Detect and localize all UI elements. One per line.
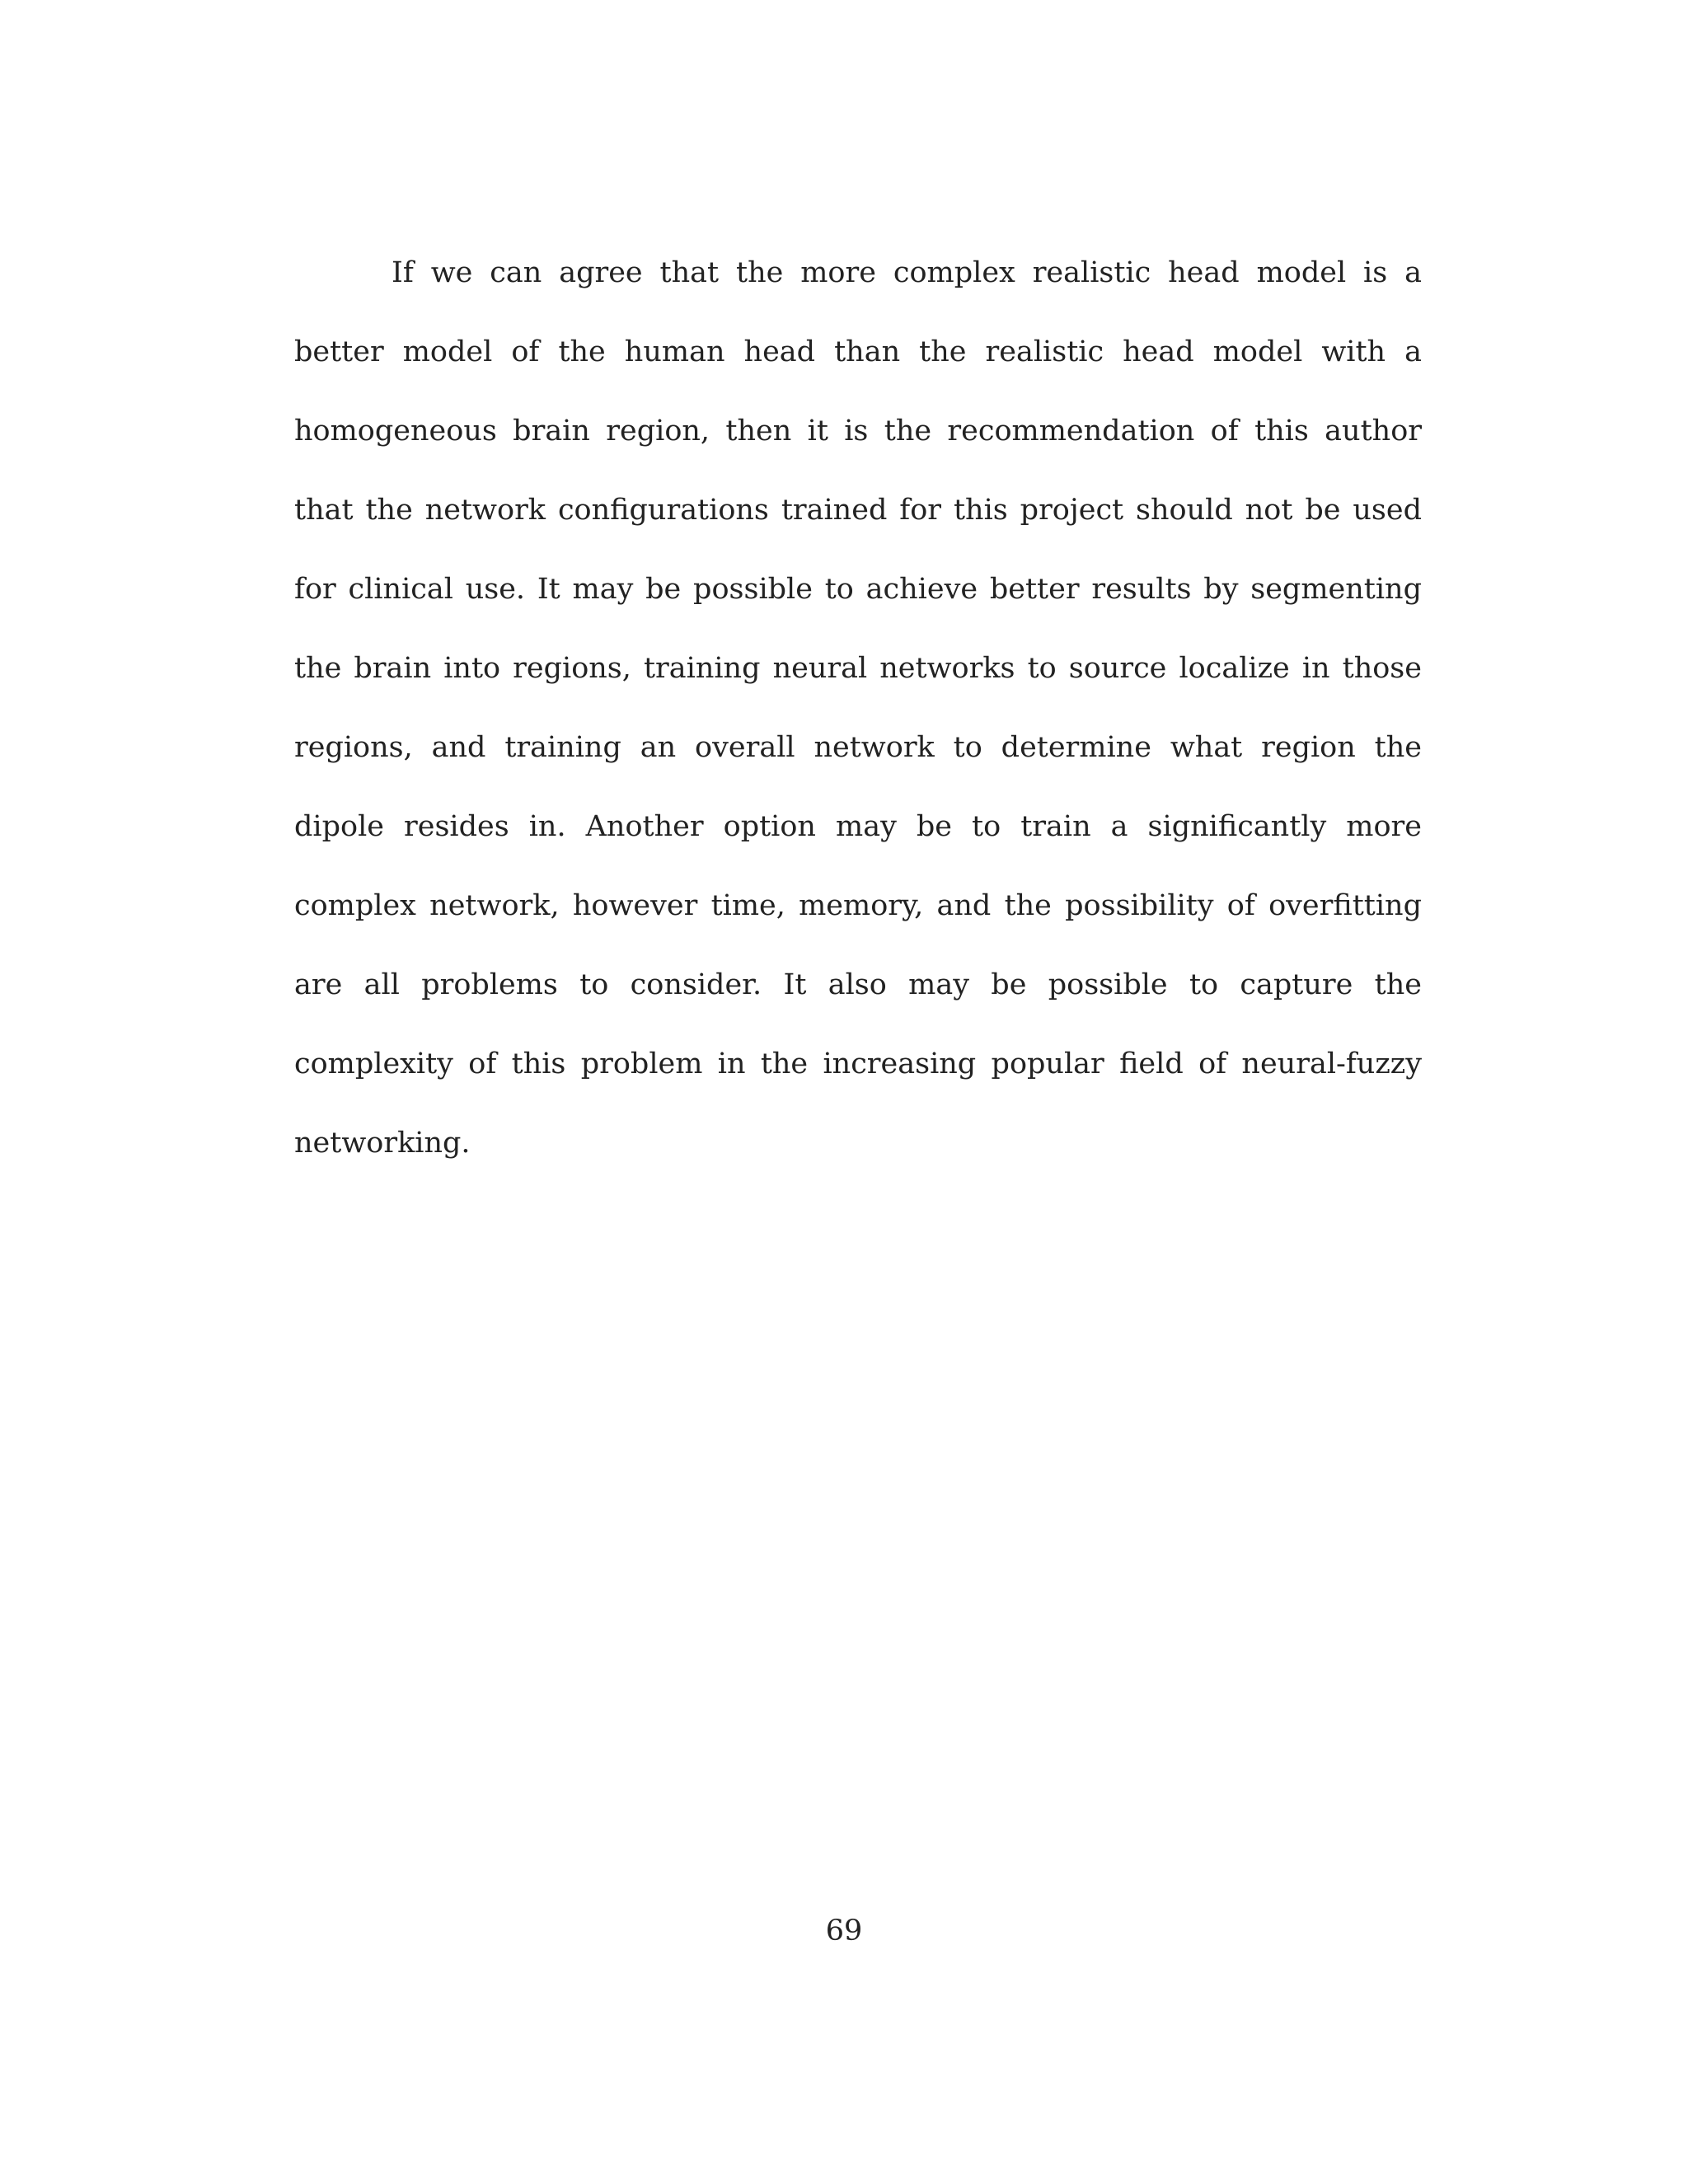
- body-paragraph: If we can agree that the more complex realistic head model is a better model of the human head than the realistic head model with a homogeneous brain region, then it is the recommendation of this author that the network configurations trained for this project should not be used for clinical use. It may be possible to achieve better results by segmenting the brain into regions, training neural networks to source localize in those regions, and training an overall network to determine what region the dipole resides in. Another option may be to train a significantly more complex network, however time, memory, and the possibility of overfitting are all problems to consider. It also may be possible to capture the complexity of this problem in the increasing popular field of neural-fuzzy networking.: [294, 256, 1422, 1160]
- page-number: 69: [825, 1915, 863, 1947]
